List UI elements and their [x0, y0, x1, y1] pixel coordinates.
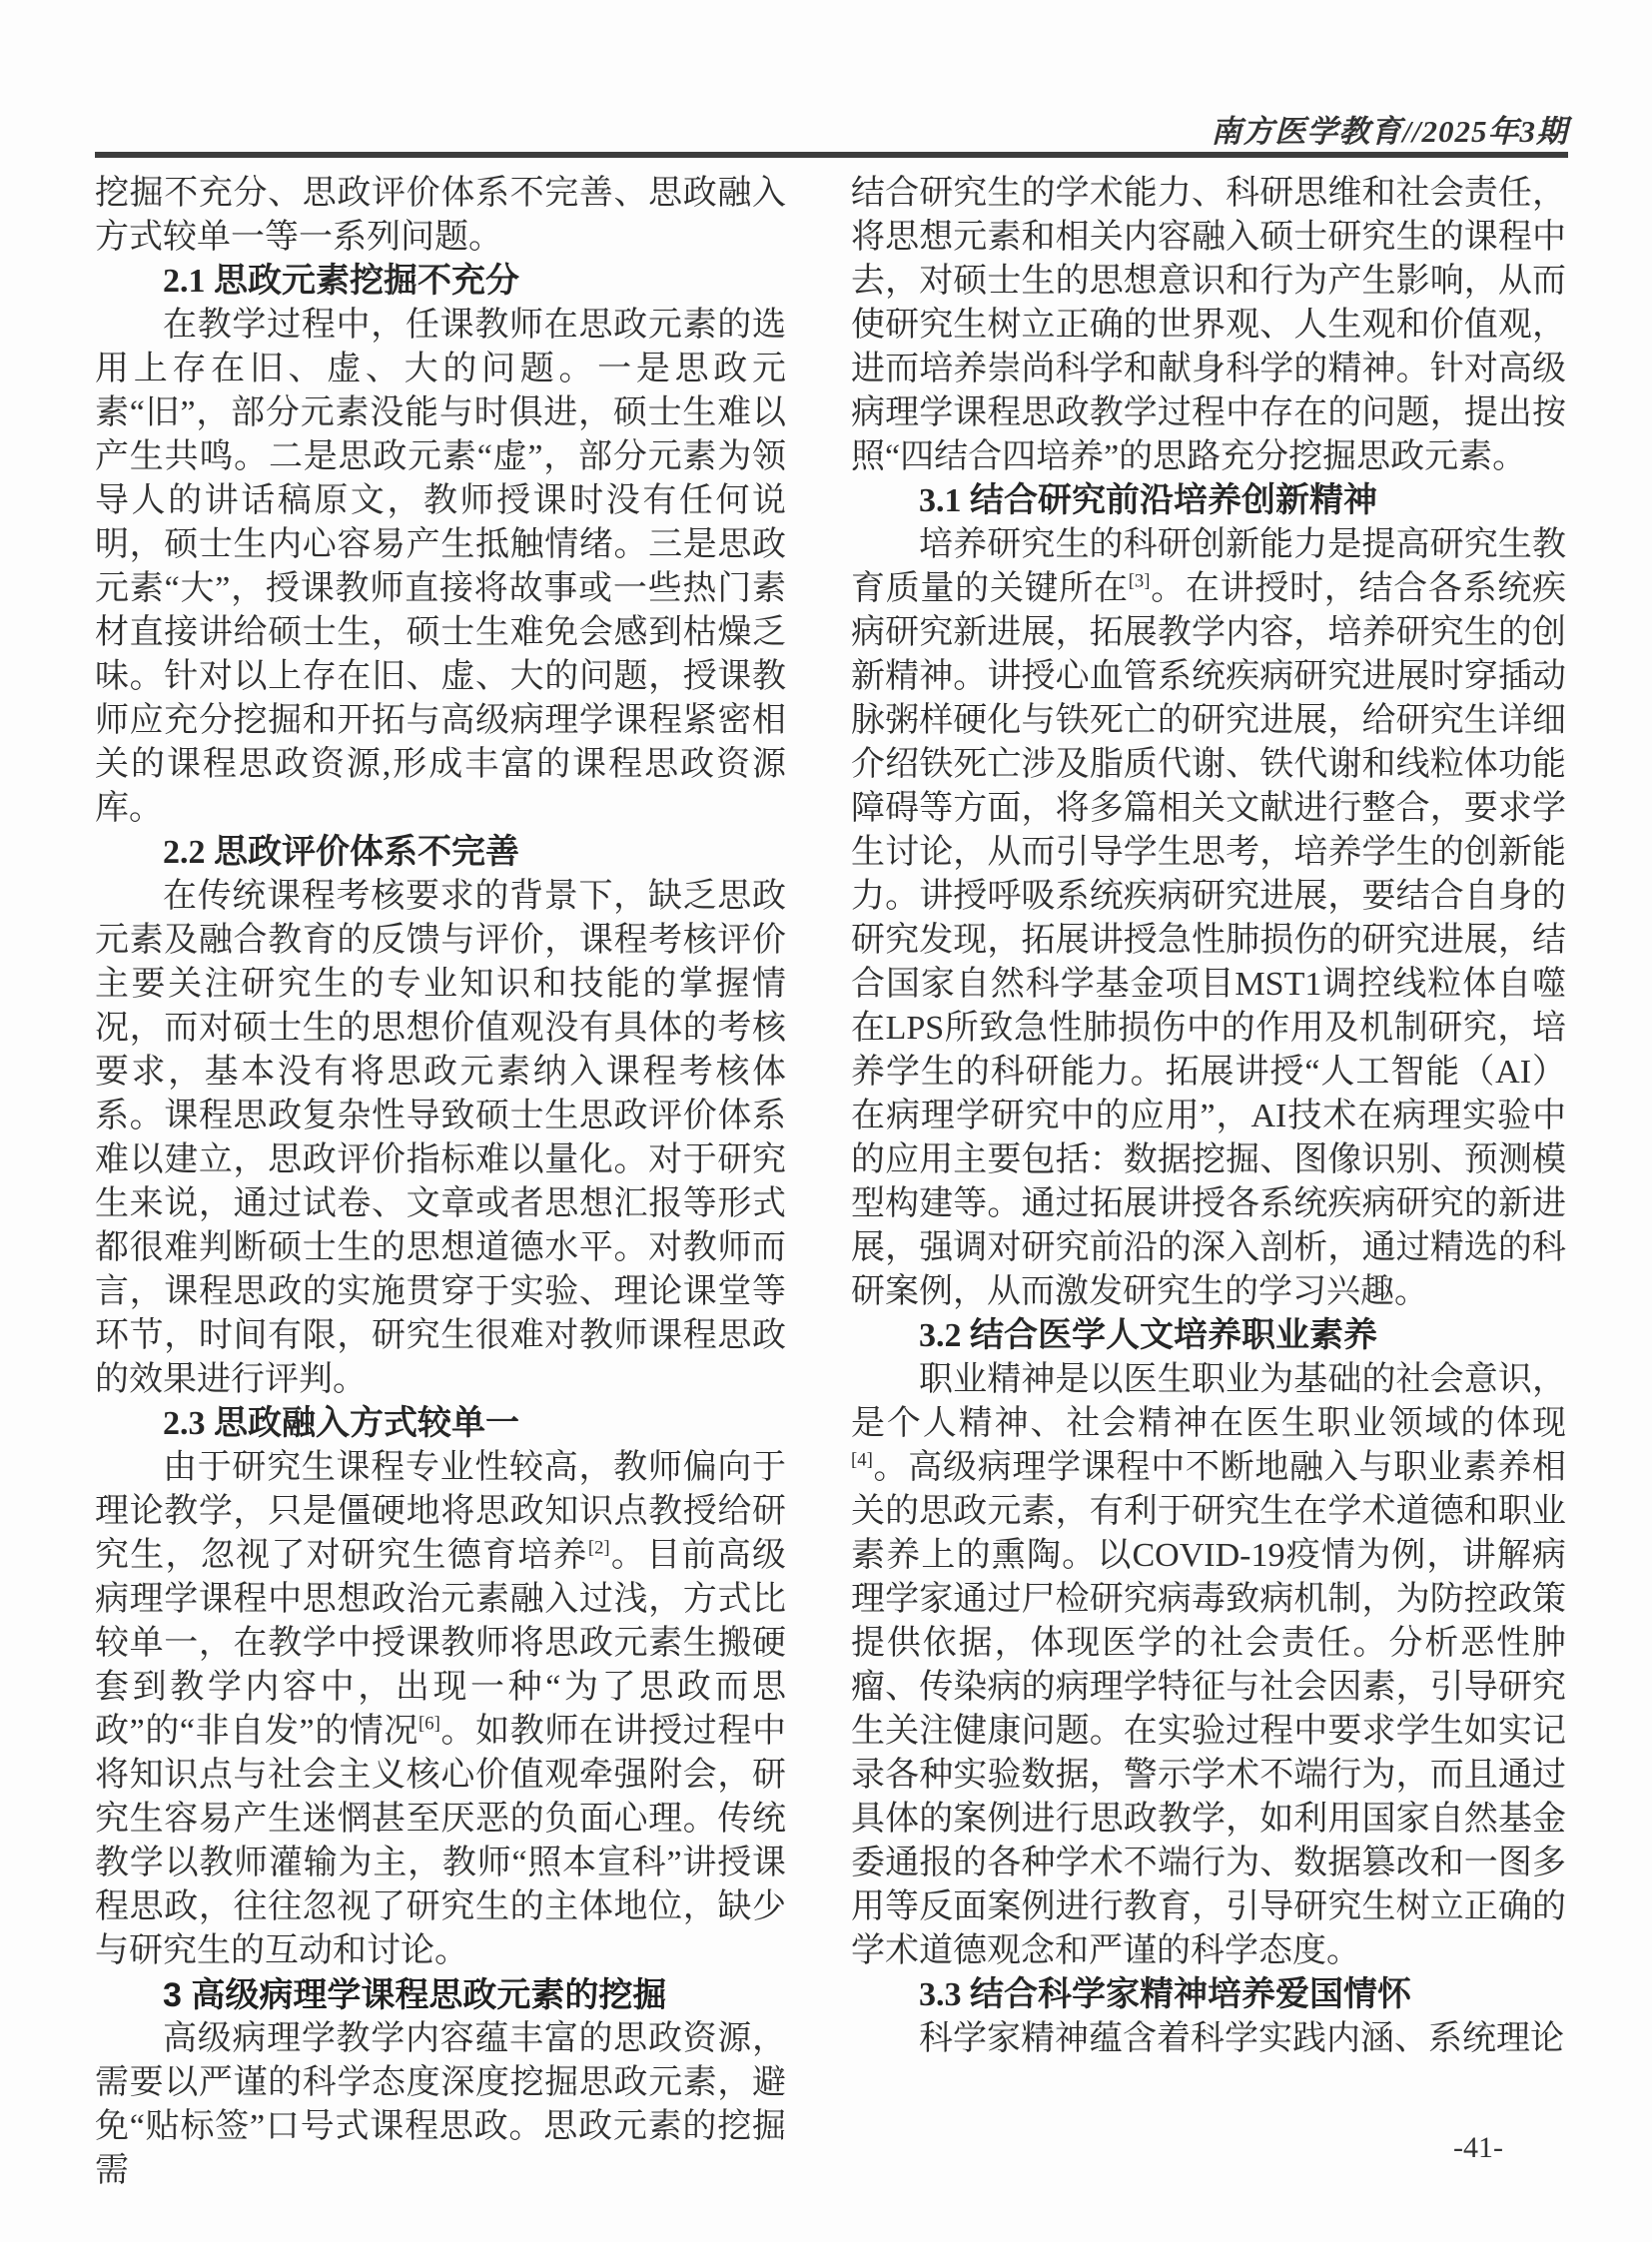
paragraph: 挖掘不充分、思政评价体系不完善、思政融入方式较单一等一系列问题。 — [95, 175, 786, 256]
reference-marker: [6] — [418, 1713, 440, 1735]
journal-header-text: 南方医学教育//2025年3期 — [1211, 114, 1568, 149]
page-number: -41- — [1453, 2131, 1503, 2164]
subsection-heading: 2.3 思政融入方式较单一 — [163, 1405, 519, 1442]
paragraph: 在传统课程考核要求的背景下，缺乏思政元素及融合教育的反馈与评价，课程考核评价主要关注研究生的专业知识和技能的掌握情况，而对硕士生的思想价值观没有具体的考核要求，基本没有将思政元素纳入课程考核体系。课程思政复杂性导致硕士生思政评价体系难以建立，思政评价指标难以量化。对于研究生来说，通过试卷、文章或者思想汇报等形式都很难判断硕士生的思想道德水平。对教师而言，课程思政的实施贯穿于实验、理论课堂等环节，时间有限，研究生很难对教师课程思政的效果进行评判。 — [95, 878, 786, 1398]
reference-marker: [2] — [587, 1537, 610, 1559]
reference-marker: [4] — [851, 1449, 873, 1471]
page-footer — [1388, 2131, 1568, 2165]
subsection-heading: 2.2 思政评价体系不完善 — [163, 834, 519, 871]
paragraph: 由于研究生课程专业性较高，教师偏向于理论教学，只是僵硬地将思政知识点教授给研究生，忽视了对研究生德育培养[2]。目前高级病理学课程中思想政治元素融入过浅，方式比较单一，在教学中授课教师将思政元素生搬硬套到教学内容中，出现一种“为了思政而思政”的“非自发”的情况[6]。如教师在讲授过程中将知识点与社会主义核心价值观牵强附会，研究生容易产生迷惘甚至厌恶的负面心理。传统教学以教师灌输为主，教师“照本宣科”讲授课程思政，往往忽视了研究生的主体地位，缺少与研究生的互动和讨论。 — [95, 1449, 787, 1969]
paragraph: 结合研究生的学术能力、科研思维和社会责任，将思想元素和相关内容融入硕士研究生的课程中去，对硕士生的思想意识和行为产生影响，从而使研究生树立正确的世界观、人生观和价值观，进而培养崇尚科学和献身科学的精神。针对高级病理学课程思政教学过程中存在的问题，提出按照“四结合四培养”的思路充分挖掘思政元素。 — [851, 175, 1566, 475]
paragraph: 高级病理学教学内容蕴丰富的思政资源，需要以严谨的科学态度深度挖掘思政元素，避免“贴标签”口号式课程思政。思政元素的挖掘需 — [95, 2020, 786, 2189]
subsection-heading: 2.1 思政元素挖掘不充分 — [163, 263, 519, 300]
subsection-heading: 3.2 结合医学人文培养职业素养 — [919, 1317, 1377, 1354]
page-header — [95, 106, 1568, 151]
paragraph: 职业精神是以医生职业为基础的社会意识，是个人精神、社会精神在医生职业领域的体现[4]。高级病理学课程中不断地融入与职业素养相关的思政元素，有利于研究生在学术道德和职业素养上的熏陶。以COVID-19疫情为例，讲解病理学家通过尸检研究病毒致病机制，为防控政策提供依据，体现医学的社会责任。分析恶性肿瘤、传染病的病理学特征与社会因素，引导研究生关注健康问题。在实验过程中要求学生如实记录各种实验数据，警示学术不端行为，而且通过具体的案例进行思政教学，如利用国家自然基金委通报的各种学术不端行为、数据篡改和一图多用等反面案例进行教育，引导研究生树立正确的学术道德观念和严谨的科学态度。 — [851, 1361, 1566, 1969]
subsection-heading: 3.1 结合研究前沿培养创新精神 — [919, 482, 1377, 519]
subsection-heading: 3.3 结合科学家精神培养爱国情怀 — [919, 1976, 1411, 2013]
paragraph: 在教学过程中，任课教师在思政元素的选用上存在旧、虚、大的问题。一是思政元素“旧”，部分元素没能与时俱进，硕士生难以产生共鸣。二是思政元素“虚”，部分元素为领导人的讲话稿原文，教师授课时没有任何说明，硕士生内心容易产生抵触情绪。三是思政元素“大”，授课教师直接将故事或一些热门素材直接讲给硕士生，硕士生难免会感到枯燥乏味。针对以上存在旧、虚、大的问题，授课教师应充分挖掘和开拓与高级病理学课程紧密相关的课程思政资源,形成丰富的课程思政资源库。 — [95, 307, 786, 827]
paragraph: 科学家精神蕴含着科学实践内涵、系统理论 — [919, 2020, 1564, 2057]
header-rule — [95, 152, 1568, 158]
section-heading: 3 高级病理学课程思政元素的挖掘 — [163, 1976, 667, 2014]
reference-marker: [3] — [1128, 570, 1151, 592]
right-column — [851, 172, 1566, 2061]
paragraph: 培养研究生的科研创新能力是提高研究生教育质量的关键所在[3]。在讲授时，结合各系统疾病研究新进展，拓展教学内容，培养研究生的创新精神。讲授心血管系统疾病研究进展时穿插动脉粥样硬化与铁死亡的研究进展，给研究生详细介绍铁死亡涉及脂质代谢、铁代谢和线粒体功能障碍等方面，将多篇相关文献进行整合，要求学生讨论，从而引导学生思考，培养学生的创新能力。讲授呼吸系统疾病研究进展，要结合自身的研究发现，拓展讲授急性肺损伤的研究进展，结合国家自然科学基金项目MST1调控线粒体自噬在LPS所致急性肺损伤中的作用及机制研究，培养学生的科研能力。拓展讲授“人工智能（AI）在病理学研究中的应用”，AI技术在病理实验中的应用主要包括：数据挖掘、图像识别、预测模型构建等。通过拓展讲授各系统疾病研究的新进展，强调对研究前沿的深入剖析，通过精选的科研案例，从而激发研究生的学习兴趣。 — [851, 526, 1567, 1310]
left-column — [95, 172, 786, 2193]
